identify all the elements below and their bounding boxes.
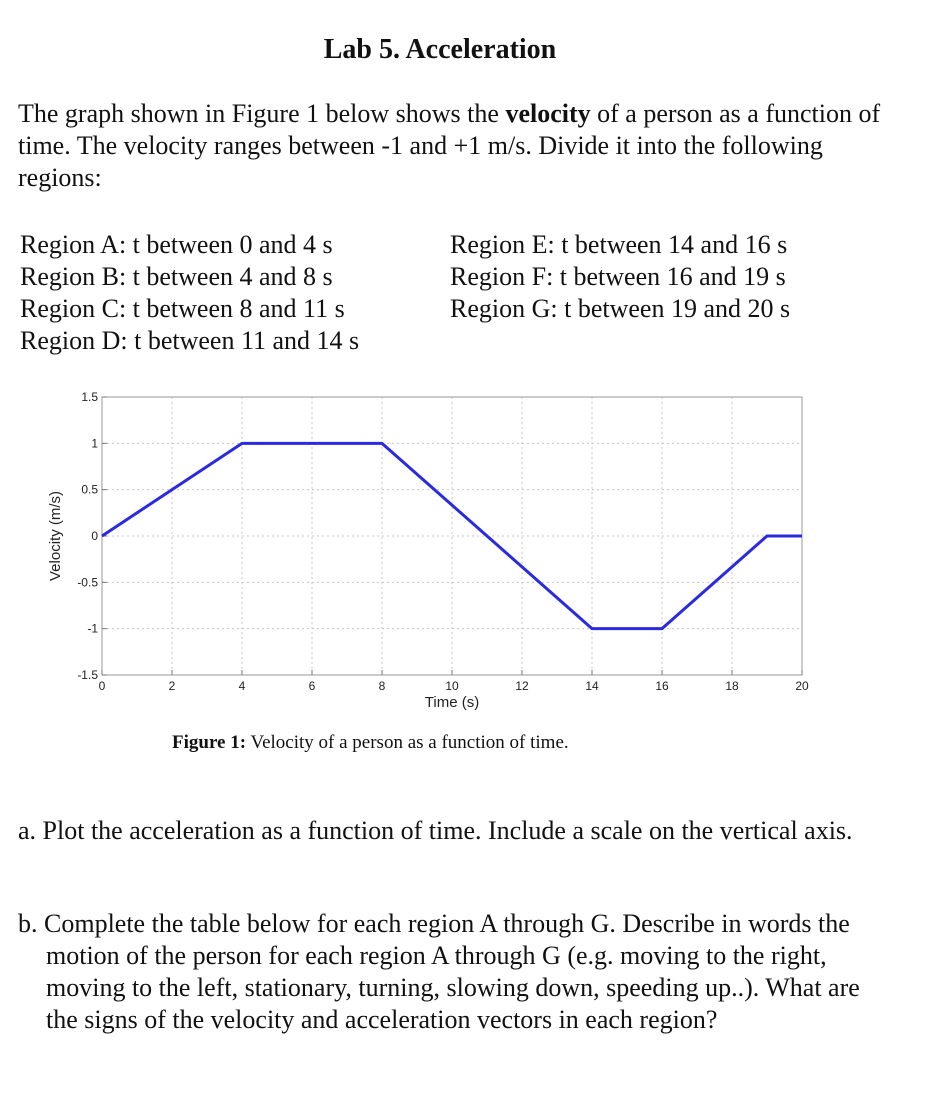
chart-ticks [77,390,809,693]
y-tick-label: -1.5 [77,668,98,682]
intro-paragraph [18,98,898,194]
regions-list-left [20,229,359,357]
intro-text-bold: velocity [505,99,591,128]
y-tick-label: 0 [91,529,98,543]
x-tick-label: 4 [238,679,246,693]
y-tick-label: 0.5 [81,482,98,497]
question-b: b. Complete the table below for each region A through G. Describe in words the motion of the person for each region A through G (e.g. moving to the right, moving to the left, stationary, turning, slowing down, speeding up..). What are the signs of the velocity and acceleration vectors in each region? [18,909,860,1034]
velocity-chart [40,380,830,710]
question-a: a. Plot the acceleration as a function of time. Include a scale on the vertical axis. [18,816,853,845]
caption-text: Velocity of a person as a function of time. [246,732,569,753]
x-tick-label: 20 [795,679,809,693]
chart-grid [102,397,802,675]
intro-text-before: The graph shown in Figure 1 below shows the [18,99,506,128]
x-tick-label: 14 [585,679,599,693]
x-tick-label: 16 [655,679,669,693]
x-tick-label: 10 [445,679,459,693]
y-tick-label: -0.5 [77,575,98,590]
region-e: Region E: t between 14 and 16 s [450,230,788,259]
region-b: Region B: t between 4 and 8 s [20,262,333,291]
y-axis-label: Velocity (m/s) [47,490,64,582]
x-tick-label: 8 [378,679,386,693]
y-tick-label: 1.5 [81,390,98,404]
page-title: Lab 5. Acceleration [323,34,557,65]
region-d: Region D: t between 11 and 14 s [20,326,360,355]
y-tick-label: -1 [87,621,98,636]
regions-list-right [450,229,790,325]
figure-caption [172,732,569,754]
caption-label: Figure 1: [172,732,247,753]
x-tick-label: 0 [98,679,106,693]
y-tick-label: 1 [91,436,98,451]
region-f: Region F: t between 16 and 19 s [450,262,786,291]
x-tick-label: 2 [168,679,176,693]
x-tick-label: 18 [725,679,739,693]
region-g: Region G: t between 19 and 20 s [450,294,791,323]
x-axis-label: Time (s) [424,694,480,710]
x-tick-label: 12 [515,679,529,693]
region-a: Region A: t between 0 and 4 s [20,230,333,259]
intro-text-after: of a person as a function of time. The velocity ranges between -1 and +1 m/s. Divide it into the following regions: [18,99,881,192]
region-c: Region C: t between 8 and 11 s [20,294,345,323]
x-tick-label: 6 [308,679,316,693]
